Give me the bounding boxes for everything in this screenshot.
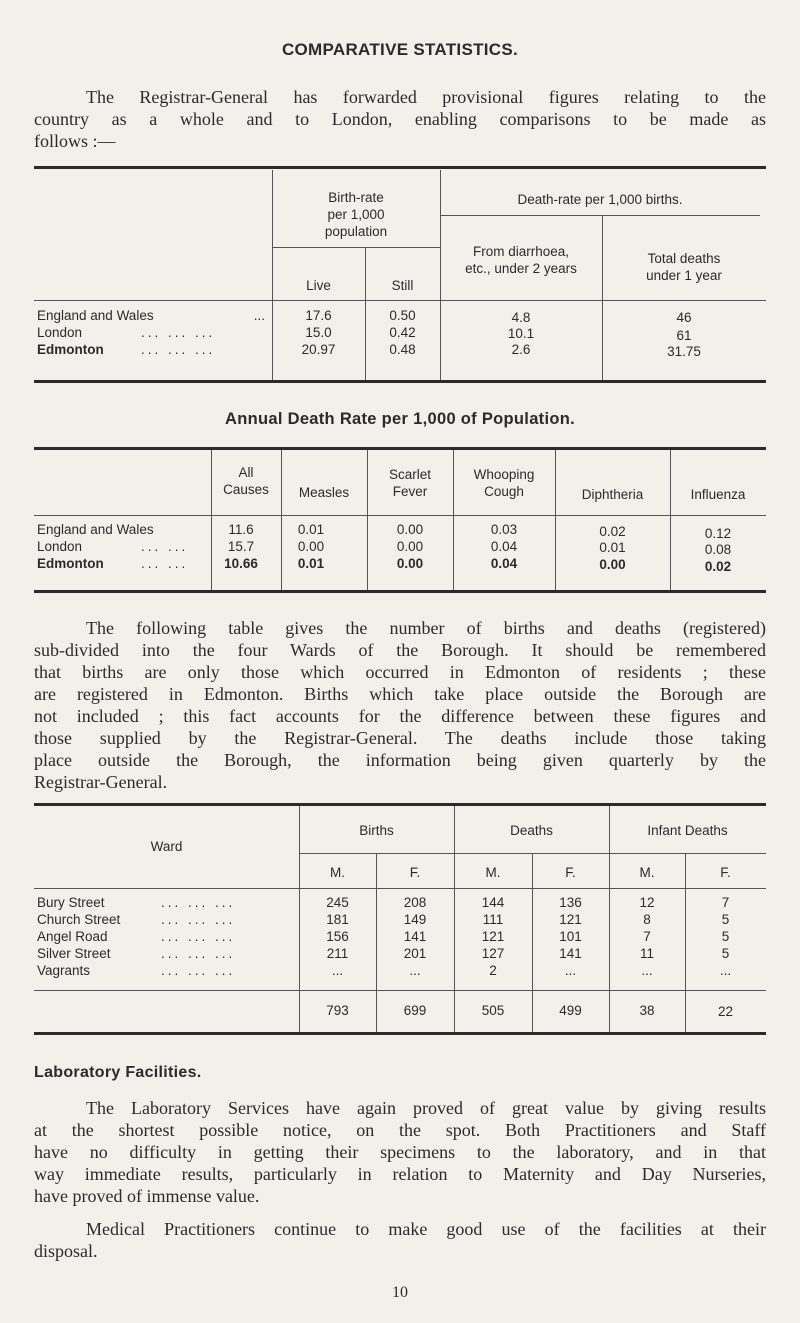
laboratory-paragraph-2 bbox=[34, 1218, 766, 1262]
page-number: 10 bbox=[392, 1284, 408, 1301]
header-still: Still bbox=[391, 278, 414, 293]
total-births-m: 793 bbox=[326, 1003, 349, 1018]
leader-dots: ... ... ... bbox=[161, 895, 236, 910]
leader-dots: ... ... bbox=[141, 539, 189, 554]
cell-live: 20.97 bbox=[301, 342, 336, 357]
cell-all-causes: 11.6 bbox=[228, 522, 254, 537]
death-rate-table-title: Annual Death Rate per 1,000 of Population. bbox=[225, 410, 575, 428]
ward-label bbox=[37, 929, 295, 944]
row-label: England and Wales bbox=[37, 522, 154, 537]
header-infant-m: M. bbox=[639, 865, 655, 880]
ward-name: Bury Street bbox=[37, 895, 105, 910]
intro-line: follows :— bbox=[34, 131, 116, 151]
cell-infant-f: ... bbox=[719, 963, 732, 978]
cell-infant-m: 8 bbox=[643, 912, 651, 927]
leader-dots: ... ... bbox=[141, 556, 189, 571]
total-deaths-m: 505 bbox=[481, 1003, 505, 1018]
cell-births-f: 141 bbox=[403, 929, 427, 944]
cell-influenza: 0.02 bbox=[704, 559, 732, 574]
cell-deaths-m: 144 bbox=[481, 895, 505, 910]
leader-dots: ... bbox=[253, 308, 265, 323]
ward-name: Church Street bbox=[37, 912, 121, 927]
cell-still: 0.42 bbox=[389, 325, 416, 340]
cell-diarrhoea: 10.1 bbox=[507, 326, 535, 341]
cell-deaths-m: 111 bbox=[482, 912, 504, 927]
header-influenza: Influenza bbox=[690, 487, 746, 502]
total-births-f: 699 bbox=[403, 1003, 427, 1018]
cell-scarlet-fever: 0.00 bbox=[396, 539, 424, 554]
paragraph-line: have no difficulty in getting their specimens to the laboratory, and in that bbox=[34, 1142, 766, 1162]
ward-name: Silver Street bbox=[37, 946, 111, 961]
cell-births-f: 149 bbox=[403, 912, 427, 927]
cell-infant-m: 12 bbox=[639, 895, 655, 910]
header-live: Live bbox=[306, 278, 331, 293]
cell-measles: 0.00 bbox=[297, 539, 325, 554]
paragraph-line: that births are only those which occurred in Edmonton of residents ; these bbox=[34, 662, 766, 682]
cell-births-m: 156 bbox=[326, 929, 349, 944]
header-total-deaths: Total deaths under 1 year bbox=[646, 251, 722, 283]
paragraph-line: Medical Practitioners continue to make good use of the facilities at their bbox=[86, 1219, 766, 1239]
cell-influenza: 0.08 bbox=[704, 542, 732, 557]
header-scarlet-fever: Scarlet Fever bbox=[388, 467, 432, 499]
cell-influenza: 0.12 bbox=[704, 526, 732, 541]
paragraph-line: place outside the Borough, the information being given quarterly by the bbox=[34, 750, 766, 770]
header-deaths: Deaths bbox=[510, 823, 553, 838]
cell-diphtheria: 0.01 bbox=[599, 540, 626, 555]
laboratory-paragraph-1 bbox=[34, 1097, 766, 1207]
row-label: London bbox=[37, 539, 83, 554]
cell-scarlet-fever: 0.00 bbox=[396, 522, 424, 537]
cell-deaths-f: 101 bbox=[559, 929, 582, 944]
cell-infant-m: ... bbox=[641, 963, 653, 978]
cell-infant-m: 11 bbox=[639, 946, 654, 961]
total-infant-f: 22 bbox=[717, 1004, 734, 1019]
cell-deaths-f: 136 bbox=[559, 895, 582, 910]
cell-diarrhoea: 4.8 bbox=[511, 310, 531, 325]
header-infant-deaths: Infant Deaths bbox=[647, 823, 728, 838]
paragraph-line: disposal. bbox=[34, 1241, 98, 1261]
cell-diarrhoea: 2.6 bbox=[511, 342, 531, 357]
header-deaths-f: F. bbox=[565, 865, 576, 880]
cell-births-f: ... bbox=[409, 963, 421, 978]
intro-line: country as a whole and to London, enabling comparisons to be made as bbox=[34, 109, 766, 129]
cell-births-m: 211 bbox=[326, 946, 349, 961]
cell-all-causes: 15.7 bbox=[227, 539, 255, 554]
header-ward: Ward bbox=[150, 839, 183, 854]
cell-deaths-m: 121 bbox=[481, 929, 505, 944]
cell-infant-m: 7 bbox=[643, 929, 651, 944]
cell-deaths-f: ... bbox=[564, 963, 577, 978]
header-births-m: M. bbox=[330, 865, 345, 880]
ward-name: Angel Road bbox=[37, 929, 108, 944]
cell-scarlet-fever: 0.00 bbox=[396, 556, 424, 571]
cell-deaths-m: 2 bbox=[489, 963, 497, 978]
cell-whooping-cough: 0.03 bbox=[490, 522, 518, 537]
cell-live: 15.0 bbox=[305, 325, 332, 340]
paragraph-line: not included ; this fact accounts for the difference between these figures and bbox=[34, 706, 766, 726]
paragraph-line: have proved of immense value. bbox=[34, 1186, 260, 1206]
row-label: Edmonton bbox=[37, 342, 104, 357]
cell-deaths-m: 127 bbox=[481, 946, 505, 961]
paragraph-line: way immediate results, particularly in relation to Maternity and Day Nurseries, bbox=[34, 1164, 766, 1184]
header-births: Births bbox=[359, 823, 394, 838]
paragraph-line: sub-divided into the four Wards of the Borough. It should be remembered bbox=[34, 640, 766, 660]
cell-births-m: ... bbox=[331, 963, 344, 978]
cell-total: 46 bbox=[676, 310, 692, 325]
ward-label bbox=[37, 963, 295, 978]
cell-diphtheria: 0.02 bbox=[599, 524, 626, 539]
cell-diphtheria: 0.00 bbox=[599, 557, 626, 572]
cell-total: 31.75 bbox=[667, 344, 701, 359]
cell-live: 17.6 bbox=[305, 308, 332, 323]
page-title: COMPARATIVE STATISTICS. bbox=[281, 40, 519, 59]
header-infant-f: F. bbox=[720, 865, 731, 880]
leader-dots: ... ... ... bbox=[161, 929, 236, 944]
cell-still: 0.50 bbox=[389, 308, 416, 323]
cell-deaths-f: 141 bbox=[559, 946, 582, 961]
paragraph-line: Registrar-General. bbox=[34, 772, 168, 792]
cell-births-m: 181 bbox=[326, 912, 349, 927]
cell-births-f: 201 bbox=[403, 946, 427, 961]
header-measles: Measles bbox=[298, 485, 350, 500]
paragraph-line: The following table gives the number of births and deaths (registered) bbox=[86, 618, 766, 638]
paragraph-line: are registered in Edmonton. Births which take place outside the Borough are bbox=[34, 684, 766, 704]
header-deaths-m: M. bbox=[485, 865, 501, 880]
cell-whooping-cough: 0.04 bbox=[490, 539, 518, 554]
cell-births-m: 245 bbox=[326, 895, 349, 910]
leader-dots: ... ... ... bbox=[161, 912, 236, 927]
cell-infant-f: 5 bbox=[721, 946, 730, 961]
row-label: Edmonton bbox=[37, 556, 104, 571]
total-deaths-f: 499 bbox=[559, 1003, 582, 1018]
cell-whooping-cough: 0.04 bbox=[490, 556, 518, 571]
cell-deaths-f: 121 bbox=[559, 912, 582, 927]
cell-still: 0.48 bbox=[389, 342, 416, 357]
ward-label bbox=[37, 946, 295, 961]
header-death-rate: Death-rate per 1,000 births. bbox=[517, 192, 683, 207]
leader-dots: ... ... ... bbox=[161, 963, 236, 978]
header-diarrhoea: From diarrhoea, etc., under 2 years bbox=[465, 244, 577, 276]
paragraph-line: The Laboratory Services have again proved of great value by giving results bbox=[86, 1098, 766, 1118]
intro-paragraph bbox=[34, 86, 766, 152]
cell-all-causes: 10.66 bbox=[224, 556, 258, 571]
ward-label bbox=[37, 895, 295, 910]
cell-infant-f: 5 bbox=[721, 912, 730, 927]
cell-births-f: 208 bbox=[403, 895, 427, 910]
row-label: England and Wales bbox=[37, 308, 154, 323]
header-birth-rate: Birth-rate per 1,000 population bbox=[324, 190, 388, 239]
header-all-causes: All Causes bbox=[223, 465, 269, 497]
laboratory-heading: Laboratory Facilities. bbox=[34, 1064, 202, 1081]
cell-infant-f: 5 bbox=[721, 929, 730, 944]
total-infant-m: 38 bbox=[639, 1003, 655, 1018]
cell-measles: 0.01 bbox=[297, 522, 325, 537]
wards-paragraph bbox=[34, 617, 766, 793]
leader-dots: ... ... ... bbox=[161, 946, 236, 961]
paragraph-line: those supplied by the Registrar-General. The deaths include those taking bbox=[34, 728, 766, 748]
ward-name: Vagrants bbox=[37, 963, 91, 978]
header-whooping-cough: Whooping Cough bbox=[473, 467, 535, 499]
row-label: London bbox=[37, 325, 83, 340]
cell-infant-f: 7 bbox=[721, 895, 730, 910]
leader-dots: ... ... ... bbox=[141, 342, 216, 357]
cell-measles: 0.01 bbox=[297, 556, 325, 571]
leader-dots: ... ... ... bbox=[141, 325, 216, 340]
intro-line: The Registrar-General has forwarded provisional figures relating to the bbox=[86, 87, 766, 107]
header-births-f: F. bbox=[409, 865, 421, 880]
header-diphtheria: Diphtheria bbox=[581, 487, 644, 502]
cell-total: 61 bbox=[676, 328, 692, 343]
ward-label bbox=[37, 912, 295, 927]
paragraph-line: at the shortest possible notice, on the spot. Both Practitioners and Staff bbox=[34, 1120, 766, 1140]
